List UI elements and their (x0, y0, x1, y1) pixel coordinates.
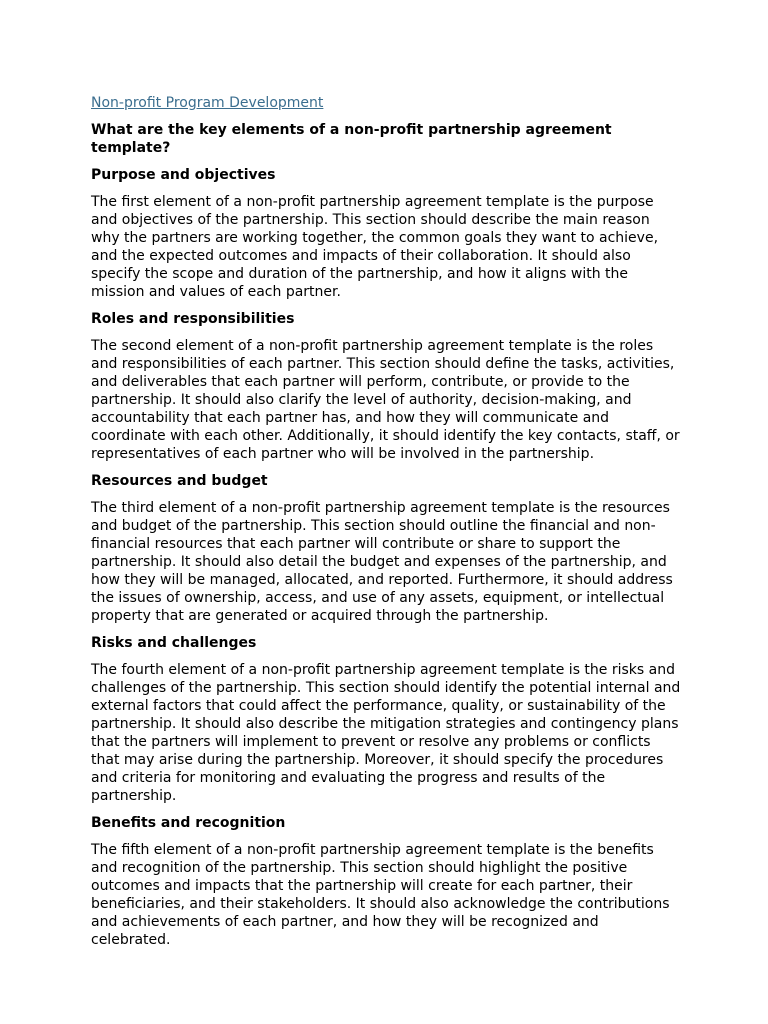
section-heading: Risks and challenges (91, 635, 257, 651)
document-page (91, 92, 681, 958)
section-benefits (91, 814, 681, 949)
document-title-question: What are the key elements of a non-profit partnership agreement template? (91, 122, 612, 156)
section-heading: Roles and responsibilities (91, 311, 295, 327)
section-body: The first element of a non-profit partnership agreement template is the purpose and objectives of the partnership. This section should describe the main reason why the partners are working together, the common goals they want to achieve, and the expected outcomes and impacts of their collaboration. It should also specify the scope and duration of the partnership, and how it aligns with the mission and values of each partner. (91, 194, 659, 300)
section-risks (91, 634, 681, 805)
section-resources (91, 472, 681, 625)
section-body: The third element of a non-profit partnership agreement template is the resources and budget of the partnership. This section should outline the financial and non-financial resources that each partner will contribute or share to support the partnership. It should also detail the budget and expenses of the partnership, and how they will be managed, allocated, and reported. Furthermore, it should address the issues of ownership, access, and use of any assets, equipment, or intellectual property that are generated or acquired through the partnership. (91, 500, 673, 624)
section-body: The fifth element of a non-profit partnership agreement template is the benefits and recognition of the partnership. This section should highlight the positive outcomes and impacts that the partnership will create for each partner, their beneficiaries, and their stakeholders. It should also acknowledge the contributions and achievements of each partner, and how they will be recognized and celebrated. (91, 842, 670, 948)
section-body: The fourth element of a non-profit partnership agreement template is the risks and challenges of the partnership. This section should identify the potential internal and external factors that could affect the performance, quality, or sustainability of the partnership. It should also describe the mitigation strategies and contingency plans that the partners will implement to prevent or resolve any problems or conflicts that may arise during the partnership. Moreover, it should specify the procedures and criteria for monitoring and evaluating the progress and results of the partnership. (91, 662, 681, 804)
section-heading: Resources and budget (91, 473, 268, 489)
section-body: The second element of a non-profit partnership agreement template is the roles and responsibilities of each partner. This section should define the tasks, activities, and deliverables that each partner will perform, contribute, or provide to the partnership. It should also clarify the level of authority, decision-making, and accountability that each partner has, and how they will communicate and coordinate with each other. Additionally, it should identify the key contacts, staff, or representatives of each partner who will be involved in the partnership. (91, 338, 680, 462)
section-heading: Benefits and recognition (91, 815, 286, 831)
program-development-link[interactable]: Non-profit Program Development (91, 95, 324, 111)
section-roles (91, 310, 681, 463)
section-heading: Purpose and objectives (91, 167, 276, 183)
section-purpose (91, 166, 681, 301)
